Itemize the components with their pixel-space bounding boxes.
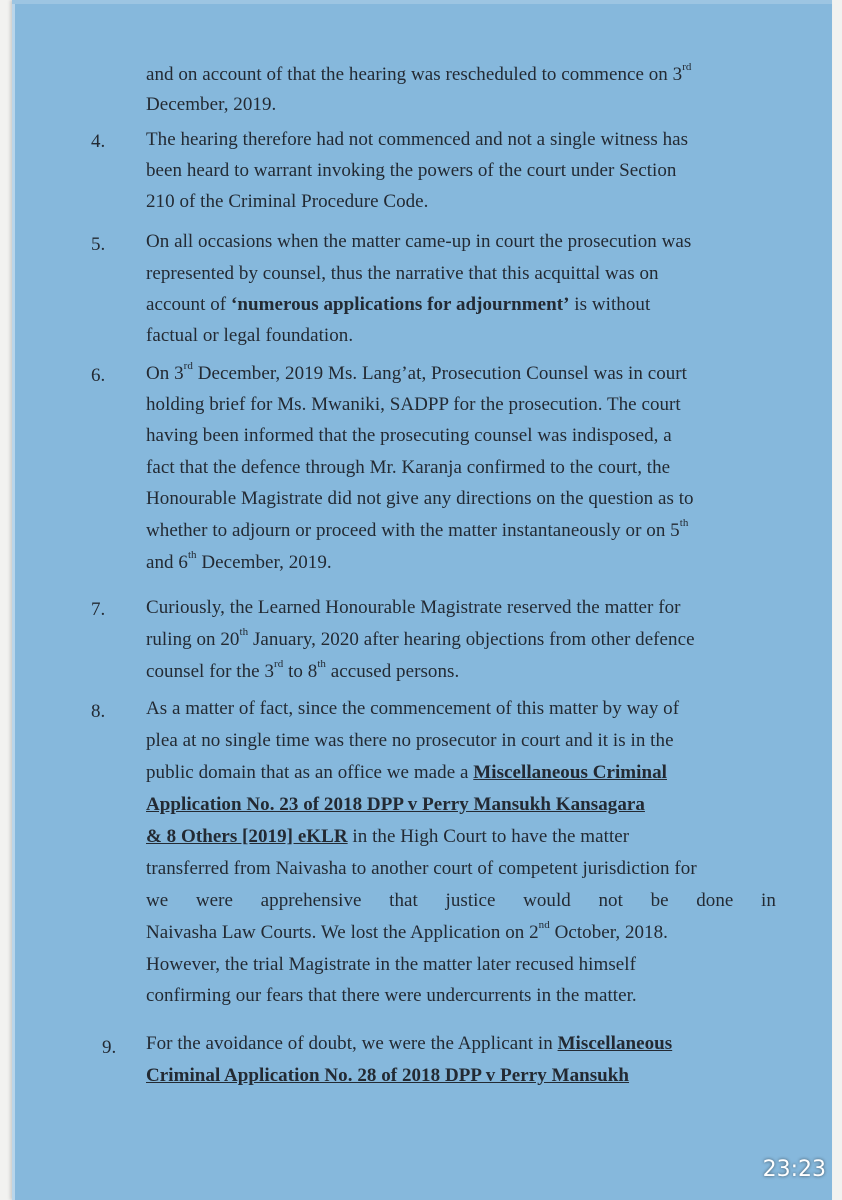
para8-line10: confirming our fears that there were undercurrents in the matter. [146,985,637,1006]
para4-line2: been heard to warrant invoking the powers of the court under Section [146,160,677,181]
para6-line7: and 6th December, 2019. [146,549,332,573]
para6-line6: whether to adjourn or proceed with the matter instantaneously or on 5th [146,517,689,541]
para9-number: 9. [102,1037,117,1058]
para8-line1: As a matter of fact, since the commencement of this matter by way of [146,698,680,719]
para7-line1: Curiously, the Learned Honourable Magistrate reserved the matter for [146,597,681,618]
para8-line4: Application No. 23 of 2018 DPP v Perry Mansukh Kansagara [146,794,645,815]
para4-line3: 210 of the Criminal Procedure Code. [146,191,429,212]
para8-line9: However, the trial Magistrate in the matter later recused himself [146,954,636,975]
status-time: 23:23 [762,1157,826,1182]
para5-line3: account of ‘numerous applications for adjournment’ is without [146,294,651,315]
para9-line2: Criminal Application No. 28 of 2018 DPP v Perry Mansukh [146,1065,630,1086]
para7-line3: counsel for the 3rd to 8th accused persons. [146,658,460,682]
para7-number: 7. [91,599,106,620]
para9-line1: For the avoidance of doubt, we were the Applicant in Miscellaneous [146,1033,673,1054]
page-edge [12,0,832,4]
para5-line4: factual or legal foundation. [146,325,354,346]
para4-number: 4. [91,131,106,152]
para3-line2: December, 2019. [146,94,277,115]
para6-line5: Honourable Magistrate did not give any directions on the question as to [146,488,694,509]
para4-line1: The hearing therefore had not commenced and not a single witness has [146,129,689,150]
para8-line6: transferred from Naivasha to another court of competent jurisdiction for [146,858,697,879]
para5-line2: represented by counsel, thus the narrative that this acquittal was on [146,263,659,284]
para5-number: 5. [91,234,106,255]
para6-line4: fact that the defence through Mr. Karanja confirmed to the court, the [146,457,671,478]
para6-line3: having been informed that the prosecuting counsel was indisposed, a [146,425,672,446]
para7-line2: ruling on 20th January, 2020 after hearing objections from other defence [146,626,695,650]
para6-line1: On 3rd December, 2019 Ms. Lang’at, Prosecution Counsel was in court [146,360,688,384]
para8-line7: we were apprehensive that justice would not be done in [146,890,776,911]
para6-number: 6. [91,365,106,386]
para3-line1: and on account of that the hearing was rescheduled to commence on 3rd [146,61,692,85]
para8-line5: & 8 Others [2019] eKLR in the High Court to have the matter [146,826,630,847]
para8-line8: Naivasha Law Courts. We lost the Application on 2nd October, 2018. [146,919,668,943]
para8-line3: public domain that as an office we made a Miscellaneous Criminal [146,762,668,783]
para8-number: 8. [91,701,106,722]
para5-line1: On all occasions when the matter came-up in court the prosecution was [146,231,692,252]
para8-line2: plea at no single time was there no prosecutor in court and it is in the [146,730,674,751]
document-page [12,0,832,1200]
para6-line2: holding brief for Ms. Mwaniki, SADPP for the prosecution. The court [146,394,681,415]
